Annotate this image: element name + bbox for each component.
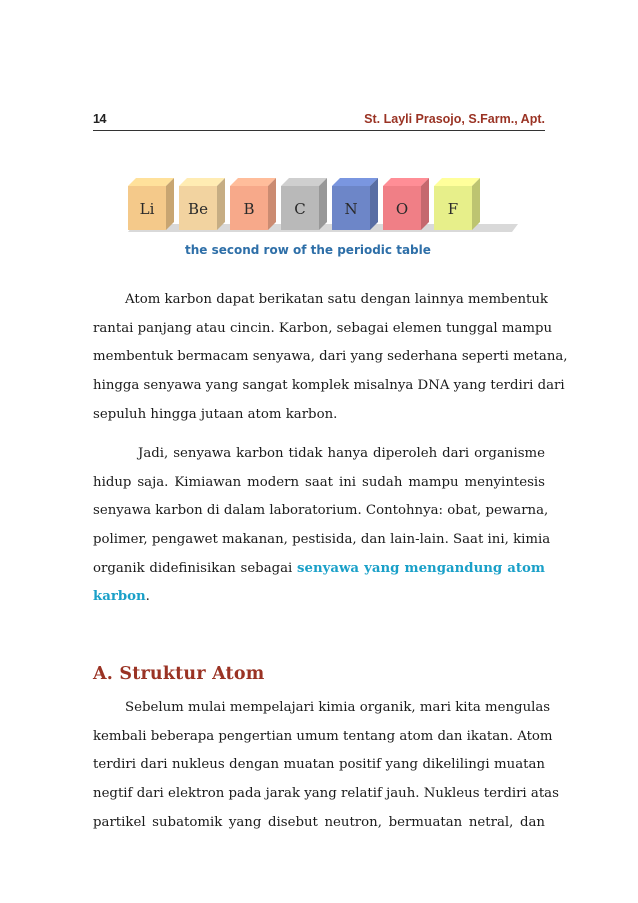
paragraph-line: Atom karbon dapat berikatan satu dengan lainnya membentuk (125, 292, 548, 307)
element-cube-n (332, 178, 378, 230)
paragraph-2 (93, 440, 551, 612)
highlighted-definition-end: karbon (93, 589, 146, 605)
element-symbol: Be (188, 200, 208, 218)
paragraph-line (93, 583, 545, 612)
paragraph-3 (93, 694, 559, 837)
paragraph-line: terdiri dari nukleus dengan muatan positif yang dikelilingi muatan (93, 757, 545, 773)
paragraph-line (93, 555, 545, 584)
paragraph-line: membentuk bermacam senyawa, dari yang sederhana seperti metana, (93, 349, 568, 365)
periodic-row-figure (120, 172, 520, 264)
paragraph-line: kembali beberapa pengertian umum tentang atom dan ikatan. Atom (93, 728, 553, 744)
figure-caption: the second row of the periodic table (185, 243, 431, 257)
paragraph-line: senyawa karbon di dalam laboratorium. Contohnya: obat, pewarna, (93, 503, 549, 519)
paragraph-1 (93, 286, 568, 429)
element-symbol: F (447, 200, 459, 218)
page-header (93, 110, 545, 131)
element-cube-c (281, 178, 327, 230)
line-text: . (145, 589, 150, 605)
paragraph-line: rantai panjang atau cincin. Karbon, sebagai elemen tunggal mampu (93, 320, 553, 336)
paragraph-line: hidup saja. Kimiawan modern saat ini sudah mampu menyintesis (93, 474, 545, 490)
highlighted-definition: senyawa yang mengandung atom (297, 560, 545, 576)
element-symbol: B (243, 200, 255, 218)
element-symbol: C (294, 200, 306, 218)
element-symbol: Li (139, 200, 155, 218)
page-number: 14 (93, 112, 106, 126)
paragraph-line: Jadi, senyawa karbon tidak hanya diperoleh dari organisme (138, 446, 545, 461)
element-symbol: O (395, 200, 409, 218)
running-header-author: St. Layli Prasojo, S.Farm., Apt. (364, 112, 545, 126)
element-symbol: N (344, 200, 358, 218)
element-cube-f (434, 178, 480, 230)
element-cube-o (383, 178, 429, 230)
paragraph-line: polimer, pengawet makanan, pestisida, dan lain-lain. Saat ini, kimia (93, 532, 551, 548)
section-heading: A. Struktur Atom (93, 664, 265, 684)
paragraph-line: negtif dari elektron pada jarak yang relatif jauh. Nukleus terdiri atas (93, 786, 559, 802)
element-cube-b (230, 178, 276, 230)
paragraph-line: Sebelum mulai mempelajari kimia organik, mari kita mengulas (125, 700, 551, 715)
paragraph-line: partikel subatomik yang disebut neutron, bermuatan netral, dan (93, 814, 545, 830)
element-cube-be (179, 178, 225, 230)
paragraph-line: hingga senyawa yang sangat komplek misalnya DNA yang terdiri dari (93, 378, 565, 394)
paragraph-line: sepuluh hingga jutaan atom karbon. (93, 406, 338, 422)
periodic-row-illustration (120, 172, 520, 242)
line-text: organik didefinisikan sebagai (93, 560, 293, 576)
element-cube-li (128, 178, 174, 230)
